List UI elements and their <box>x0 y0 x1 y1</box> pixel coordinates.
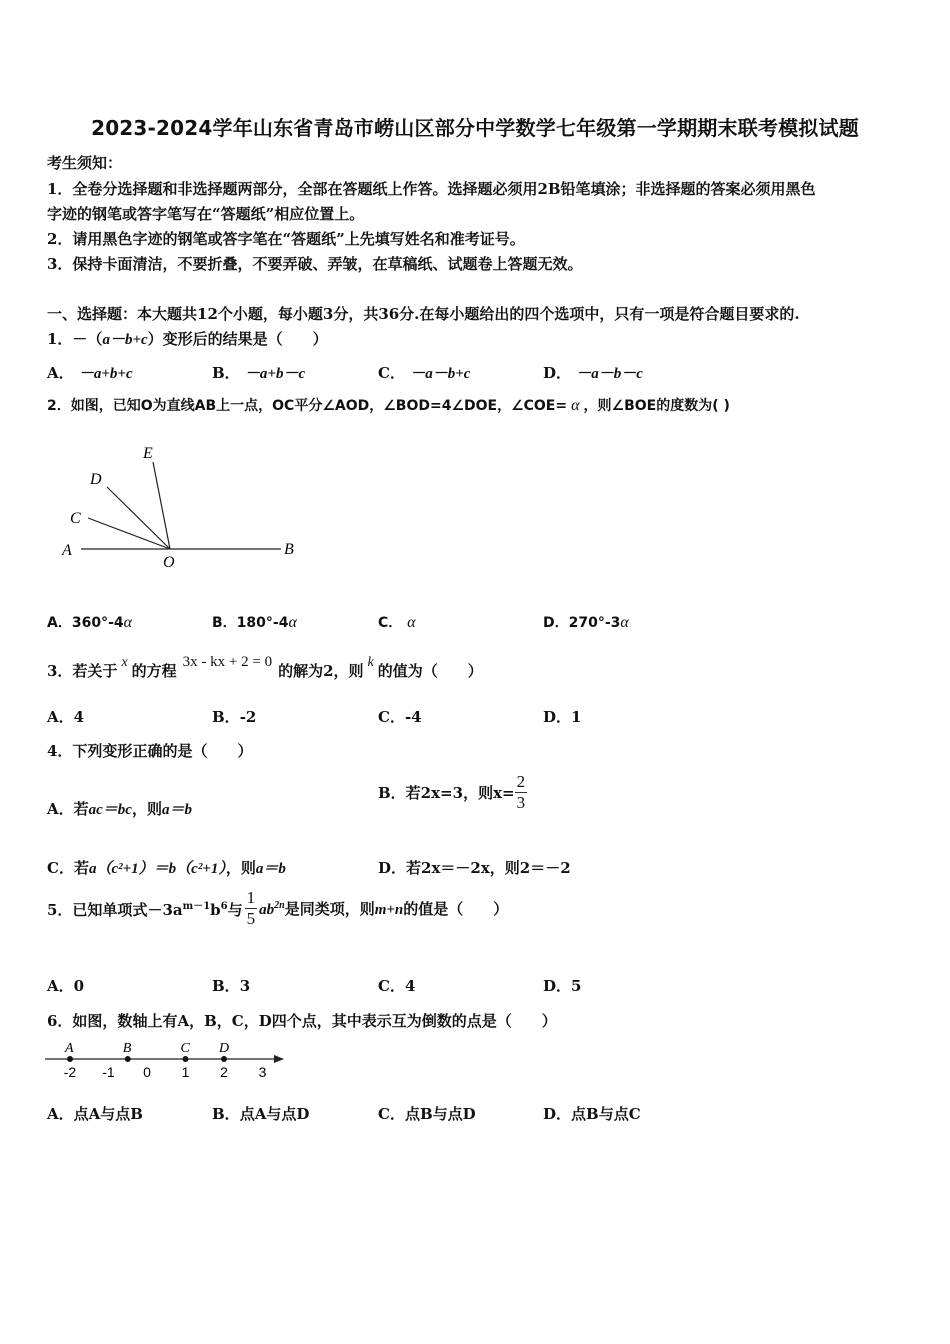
label-a: A <box>62 542 72 559</box>
point-label-d: D <box>219 1041 230 1056</box>
label-o: O <box>163 554 175 571</box>
option-text: ，则 <box>131 800 162 818</box>
option-text: －a－b+c <box>410 366 471 382</box>
option-text: －a+b+c <box>78 366 133 382</box>
option-text: 点A与点D <box>239 1105 310 1123</box>
option-label: A． <box>47 708 74 726</box>
option-label: C． <box>378 364 405 382</box>
option-label: B．若2x=3，则x= <box>378 784 515 802</box>
option-label: A． <box>47 1105 74 1123</box>
q3-option-c[interactable] <box>378 706 422 727</box>
q4-option-c[interactable] <box>47 857 286 878</box>
number-line <box>40 1036 290 1082</box>
option-text: -4 <box>404 708 422 726</box>
option-label: A．若 <box>47 800 89 818</box>
q6-option-d[interactable] <box>543 1103 641 1124</box>
option-label: C． <box>378 615 403 631</box>
tick-label: 1 <box>181 1064 190 1080</box>
q6-option-b[interactable] <box>212 1103 309 1124</box>
question-4-stem: 4．下列变形正确的是（ ） <box>47 742 253 760</box>
fraction-one-fifth <box>245 888 258 929</box>
option-text: 0 <box>73 977 85 995</box>
option-label: B． <box>212 708 240 726</box>
option-math: a＝b <box>161 802 192 818</box>
ray-od <box>107 487 170 549</box>
option-text: 4 <box>73 708 85 726</box>
option-label: B． <box>212 1105 240 1123</box>
option-math: ac＝bc <box>88 802 132 818</box>
option-text: 3 <box>239 977 251 995</box>
exponent: 6 <box>220 901 228 912</box>
q6-option-a[interactable] <box>47 1103 143 1124</box>
option-text: -2 <box>239 708 257 726</box>
q2-stem-text: 2．如图，已知O为直线AB上一点，OC平分∠AOD，∠BOD=4∠DOE，∠COE= <box>47 398 568 414</box>
q2-stem-suffix: ，则∠BOE的度数为( ) <box>583 398 730 414</box>
notice-line-1a: 1．全卷分选择题和非选择题两部分，全部在答题纸上作答。选择题必须用2B铅笔填涂；非选择题的答案必须用黑色 <box>47 180 816 198</box>
q1-stem-suffix: ）变形后的结果是（ ） <box>147 330 328 348</box>
point-a <box>67 1056 73 1062</box>
question-5-stem <box>47 888 508 929</box>
option-text: 270°-3 <box>568 615 621 631</box>
q2-option-a[interactable] <box>47 612 132 632</box>
page-title: 2023-2024学年山东省青岛市崂山区部分中学数学七年级第一学期期末联考模拟试题 <box>91 116 859 140</box>
question-3-stem <box>47 654 483 681</box>
arrow-head-icon <box>274 1055 284 1063</box>
option-label: D． <box>543 615 569 631</box>
option-label: B． <box>212 364 240 382</box>
option-label: C． <box>378 708 405 726</box>
option-label: A． <box>47 977 74 995</box>
option-text: 180°-4 <box>236 615 289 631</box>
q5-var-ab: ab <box>259 902 275 918</box>
option-label: C． <box>378 1105 405 1123</box>
option-label: A． <box>47 615 72 631</box>
q5-var-b: b <box>210 901 221 919</box>
q1-option-d[interactable] <box>543 362 643 383</box>
option-text: 点B与点D <box>404 1105 476 1123</box>
question-1-stem <box>47 328 328 349</box>
option-text: 360°-4 <box>71 615 124 631</box>
q1-option-b[interactable] <box>212 362 305 383</box>
alpha-symbol: α <box>123 614 133 631</box>
var-x: x <box>121 655 128 670</box>
q4-option-a[interactable] <box>47 798 192 819</box>
q5-stem-end: 的值是（ ） <box>403 900 509 918</box>
notice-line-2: 2．请用黑色字迹的钢笔或答字笔在“答题纸”上先填写姓名和准考证号。 <box>47 230 525 248</box>
q5-monomial-2 <box>259 898 508 919</box>
q2-option-d[interactable] <box>543 612 629 632</box>
option-label: B． <box>212 615 237 631</box>
question-2-stem <box>47 395 730 415</box>
option-text: 点B与点C <box>571 1105 641 1123</box>
q1-option-a[interactable] <box>47 362 133 383</box>
point-label-c: C <box>180 1041 190 1056</box>
fraction-numerator: 1 <box>246 888 256 907</box>
point-label-a: A <box>65 1041 74 1056</box>
q3-option-a[interactable] <box>47 706 84 727</box>
q5-monomial-1 <box>47 897 243 920</box>
option-text: 4 <box>404 977 416 995</box>
alpha-symbol: α <box>288 614 297 631</box>
q5-connector: 与 <box>227 901 243 919</box>
question-6-stem: 6．如图，数轴上有A，B，C，D四个点，其中表示互为倒数的点是（ ） <box>47 1012 557 1030</box>
exponent: 2n <box>274 900 285 911</box>
option-math: a（c²+1）＝b（c²+1） <box>88 861 226 877</box>
q3-equation: 3x - kx + 2 = 0 <box>182 654 273 670</box>
label-e: E <box>143 445 153 462</box>
label-b: B <box>284 541 294 558</box>
option-math: a＝b <box>255 861 286 877</box>
option-label: D． <box>543 364 572 382</box>
q5-stem-math: m+n <box>374 902 404 918</box>
label-d: D <box>90 471 102 488</box>
alpha-symbol: α <box>407 614 416 631</box>
tick-label: -1 <box>102 1064 115 1080</box>
q3-option-d[interactable] <box>543 706 581 727</box>
fraction-numerator: 2 <box>516 772 526 791</box>
option-text: 5 <box>571 977 582 995</box>
tick-label: 0 <box>143 1064 151 1080</box>
q1-stem-prefix: 1．－（ <box>47 330 103 348</box>
q5-stem-suffix: 是同类项，则 <box>284 900 375 918</box>
option-label: A． <box>47 364 74 382</box>
point-b <box>125 1056 131 1062</box>
notice-line-3: 3．保持卡面清洁，不要折叠，不要弄破、弄皱，在草稿纸、试题卷上答题无效。 <box>47 255 583 273</box>
q6-option-c[interactable] <box>378 1103 476 1124</box>
label-c: C <box>70 510 81 527</box>
ray-oe <box>153 462 170 549</box>
q5-option-b[interactable] <box>212 975 250 996</box>
tick-label: -2 <box>63 1064 77 1080</box>
fraction-two-thirds <box>515 772 528 813</box>
option-text: 点A与点B <box>73 1105 143 1123</box>
q1-option-c[interactable] <box>378 362 470 383</box>
angle-figure <box>55 436 315 576</box>
tick-label: 2 <box>220 1064 228 1080</box>
q5-stem-prefix: 5．已知单项式－3a <box>47 901 183 919</box>
option-label: C． <box>378 977 405 995</box>
option-label: B． <box>212 977 240 995</box>
fraction-denominator: 5 <box>246 909 256 928</box>
alpha-symbol: α <box>620 614 629 631</box>
q3-option-b[interactable] <box>212 706 256 727</box>
option-label: D． <box>543 1105 572 1123</box>
q2-option-b[interactable] <box>212 612 297 632</box>
alpha-symbol: α <box>571 397 580 414</box>
option-label: D． <box>543 977 572 995</box>
point-c <box>183 1056 189 1062</box>
option-label: C．若 <box>47 859 89 877</box>
q3-stem-d: 的值为（ ） <box>377 662 483 680</box>
q5-option-d[interactable] <box>543 975 581 996</box>
option-text: －a－b－c <box>576 366 643 382</box>
option-label: D． <box>543 708 572 726</box>
q1-stem-math: a－b+c <box>102 332 148 348</box>
q3-stem-a: 3．若关于 <box>47 662 118 680</box>
q5-option-a[interactable] <box>47 975 84 996</box>
q3-stem-c: 的解为2，则 <box>278 662 364 680</box>
point-d <box>221 1056 227 1062</box>
q2-option-c[interactable] <box>378 612 416 632</box>
tick-label: 3 <box>258 1064 267 1080</box>
option-text: ，则 <box>225 859 256 877</box>
point-label-b: B <box>122 1041 132 1056</box>
q3-stem-b: 的方程 <box>131 662 177 680</box>
notice-line-1b: 字迹的钢笔或答字笔写在“答题纸”相应位置上。 <box>47 205 365 223</box>
section-heading: 一、选择题：本大题共12个小题，每小题3分，共36分.在每小题给出的四个选项中，只有一项是符合题目要求的. <box>47 305 800 323</box>
q5-option-c[interactable] <box>378 975 415 996</box>
option-text: －a+b－c <box>244 366 306 382</box>
ray-oc <box>88 518 170 549</box>
option-text: 1 <box>571 708 582 726</box>
notice-header: 考生须知： <box>47 154 123 172</box>
fraction-denominator: 3 <box>516 793 526 812</box>
exponent: m－1 <box>182 901 211 912</box>
var-k: k <box>367 655 374 670</box>
q4-option-d[interactable]: D．若2x＝－2x，则2＝－2 <box>378 859 571 877</box>
q4-option-b[interactable] <box>378 772 527 813</box>
